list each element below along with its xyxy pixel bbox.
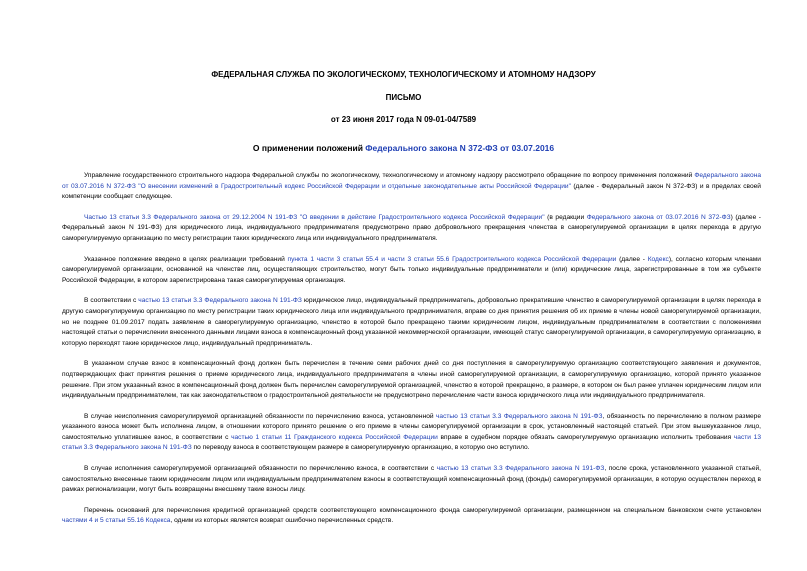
body-paragraph [62, 464, 761, 496]
body-paragraph [62, 213, 761, 245]
legal-reference-link[interactable]: Кодекс [647, 255, 669, 263]
paragraph-text: , обязанность по перечислению в полном размере указанного взноса может быть исполнена лицом, в отношении которого принято решение о его приеме в члены саморегулируемой организации в срок, установленный настоящей статьей. При этом вышеуказанное лицо, самостоятельно уплатившее взнос, в соответствии с [62, 412, 761, 441]
paragraph-text: ), согласно которым членами саморегулируемой организации, основанной на членстве лиц, осуществляющих строительство, могут быть только индивидуальные предприниматели и (или) юридические лица, зарегистрированные в том же субъекте Российской Федерации, в котором зарегистрирована такая саморегулируемая организация. [62, 255, 761, 284]
paragraph-text: В случае исполнения саморегулируемой организацией обязанности по перечислению взноса, в соответствии с [84, 465, 437, 473]
body-paragraph [62, 255, 761, 287]
paragraph-text: Перечень оснований для перечисления кредитной организацией средств соответствующего компенсационного фонда саморегулируемой организации, размещенном на специальном банковском счете установлен [84, 506, 761, 514]
paragraph-text: по переводу взноса в соответствующем размере в саморегулируемую организацию, в которую оно вступило. [191, 444, 530, 452]
paragraph-text: вправе в судебном порядке обязать саморегулируемую организацию исполнить требования [437, 433, 734, 441]
legal-reference-link[interactable]: части 13 статьи 3.3 Федерального закона N 191-ФЗ [62, 433, 761, 452]
paragraph-text: (далее - [616, 255, 648, 263]
subject-law-link[interactable]: Федерального закона N 372-ФЗ от 03.07.2016 [365, 143, 555, 153]
paragraph-text: (в редакции [544, 213, 587, 221]
paragraph-text: , одним из которых является возврат ошибочно перечисленных средств. [170, 517, 394, 525]
document-date: от 23 июня 2017 года N 09-01-04/7589 [330, 115, 477, 124]
paragraph-text: (далее - Федеральный закон N 372-ФЗ) и в пределах своей компетенции сообщает следующее. [62, 182, 761, 201]
body-paragraph [62, 359, 761, 401]
legal-reference-link[interactable]: частью 13 статьи 3.3 Федерального закона N 191-ФЗ [138, 297, 302, 305]
legal-reference-link[interactable]: Частью 13 статьи 3.3 Федерального закона от 29.12.2004 N 191-ФЗ "О введении в действие Градостроительного кодекса Российской Федерации" [84, 213, 545, 221]
paragraph-text: Указанное положение введено в целях реализации требований [84, 255, 288, 263]
body-paragraph [62, 506, 761, 527]
paragraph-text: , после срока, установленного указанной статьей, самостоятельно внесенные таким юридическим лицом или индивидуальным предпринимателем взносы в соответствующий компенсационный фонд (фонды) саморегулируемой организации, в которую осуществлен переход в рамках регионализации, могут быть возвращены внесшему такие взносы лицу. [62, 465, 762, 494]
paragraph-text: юридическое лицо, индивидуальный предприниматель, добровольно прекратившие членство в саморегулируемой организации в целях перехода в другую саморегулируемую организацию по месту регистрации таких юридического лица или индивидуального предпринимателя, вправе со дня принятия решения об их приеме в члены новой саморегулируемой организации, но не позднее 01.09.2017 подать заявление в саморегулируемую организацию, членство в которой было прекращено такими юридическим лицом, индивидуальным предпринимателем в соответствии с положениями настоящей статьи о перечислении внесенного данными лицами взноса в компенсационный фонд указанной некоммерческой организации, имеющей статус саморегулируемой организации, в саморегулируемую организацию, в которую переходят такие юридическое лицо, индивидуальный предприниматель. [62, 297, 762, 347]
legal-reference-link[interactable]: частью 13 статьи 3.3 Федерального закона N 191-ФЗ [435, 412, 603, 420]
paragraph-text: ) (далее - Федеральный закон N 191-ФЗ) для юридического лица, индивидуального предпринимателя предусмотрено право добровольного прекращения членства в саморегулируемой организации в целях перехода в другую саморегулируемую организацию по месту регистрации таких юридического лица или индивидуального предпринимателя. [62, 213, 761, 242]
agency-heading: ФЕДЕРАЛЬНАЯ СЛУЖБА ПО ЭКОЛОГИЧЕСКОМУ, ТЕХНОЛОГИЧЕСКОМУ И АТОМНОМУ НАДЗОРУ [211, 70, 596, 79]
legal-reference-link[interactable]: частями 4 и 5 статьи 55.16 Кодекса [62, 517, 171, 525]
legal-reference-link[interactable]: частью 1 статьи 11 Гражданского кодекса Российской Федерации [231, 433, 438, 441]
legal-reference-link[interactable]: пункта 1 части 3 статьи 55.4 и части 3 статьи 55.6 Градостроительного кодекса Российской Федерации [287, 255, 617, 263]
subject-prefix: О применении положений [252, 143, 366, 153]
document-subject [0, 143, 807, 153]
paragraph-text: В случае неисполнения саморегулируемой организацией обязанности по перечислению взноса, установленной [84, 412, 436, 420]
legal-reference-link[interactable]: частью 13 статьи 3.3 Федерального закона N 191-ФЗ [436, 465, 605, 473]
body-paragraph [62, 412, 761, 454]
paragraph-text: В соответствии с [84, 297, 139, 305]
body-paragraph [62, 296, 761, 349]
paragraph-text: Управление государственного строительного надзора Федеральной службы по экологическому, технологическому и атомному надзору рассмотрело обращение по вопросу применения положений [84, 172, 695, 179]
document-body [62, 171, 761, 537]
paragraph-text: В указанном случае взнос в компенсационный фонд должен быть перечислен в течение семи рабочих дней со дня поступления в саморегулируемую организацию соответствующего заявления и документов, подтверждающих факт принятия решения о приеме юридического лица, индивидуального предпринимателя в члены иной саморегулируемой организации, в саморегулируемую организацию, которой принято указанное решение. При этом указанный взнос в компенсационный фонд должен быть перечислен саморегулируемой организацией, членство в которой прекращено, в размере, в котором он был ранее уплачен юридическим лицом или индивидуальным предпринимателем, так как законодательством о градостроительной деятельности не предусмотрено перечисление части взноса юридического лица или индивидуального предпринимателя. [62, 360, 761, 400]
body-paragraph [62, 171, 761, 203]
legal-reference-link[interactable]: Федерального закона от 03.07.2016 N 372-ФЗ "О внесении изменений в Градостроительный кодекс Российской Федерации и отдельные законодательные акты Российской Федерации" [62, 172, 761, 190]
legal-reference-link[interactable]: Федерального закона от 03.07.2016 N 372-ФЗ [586, 213, 731, 221]
document-type: ПИСЬМО [385, 93, 422, 102]
